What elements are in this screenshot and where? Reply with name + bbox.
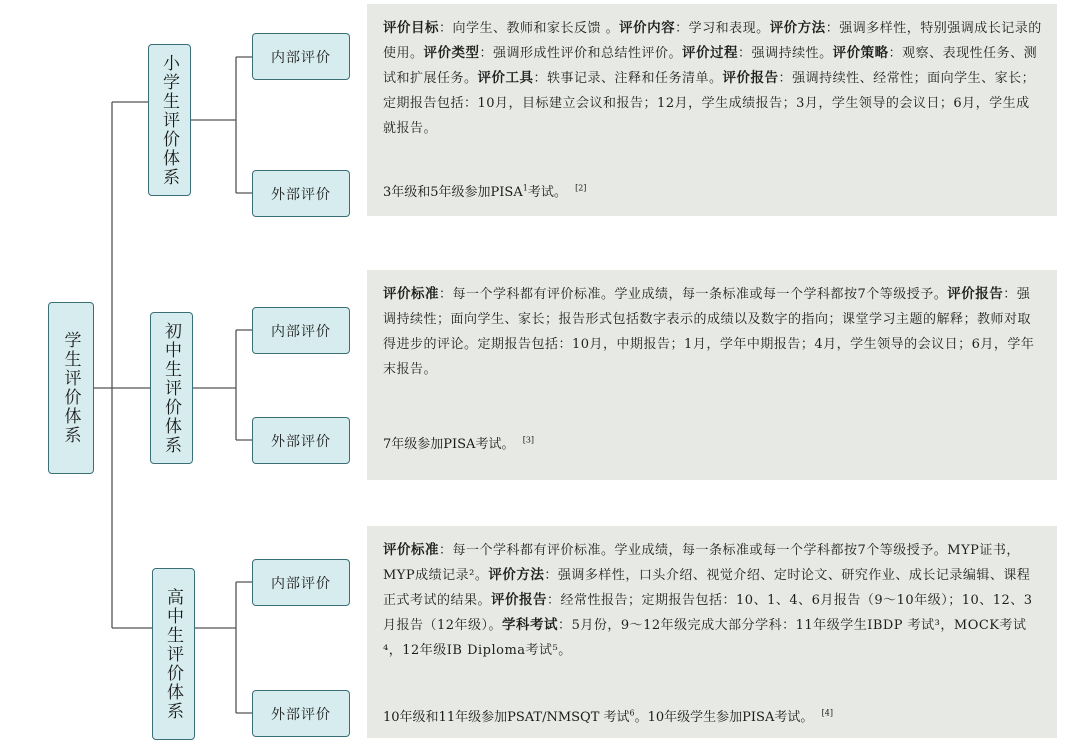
- criterion-separator: ：: [479, 46, 494, 61]
- criterion-separator: ：: [533, 71, 548, 86]
- root-node: [48, 302, 94, 474]
- criterion-text: 经常性报告；定期报告包括：10、1、4、6月报告（9～10年级）；10、12、3月报告（12年级）。: [383, 593, 1033, 633]
- criterion-text: 轶事记录、注释和任务清单。: [547, 71, 723, 86]
- criterion-text: 5月份，9～12年级完成大部分学科：11年级学生IBDP 考试³，MOCK考试⁴，12年级IB Diploma考试⁵。: [383, 618, 1027, 658]
- primary-system-label: 小学生评价体系: [159, 53, 179, 187]
- primary-internal-node: [252, 33, 350, 80]
- criterion-separator: ：: [738, 46, 752, 61]
- criterion-key: 评价报告: [722, 70, 779, 86]
- criterion-separator: ：: [888, 46, 903, 61]
- criterion-text: 观察、表现性任务、测试和扩展任务。: [383, 46, 1038, 86]
- middle-external-ref: [3]: [522, 435, 535, 445]
- criterion-separator: ：: [778, 71, 793, 86]
- criterion-separator: ：: [544, 568, 558, 583]
- criterion-separator: ：: [439, 21, 453, 36]
- criterion-key: 评价标准: [383, 286, 439, 302]
- high-system-label: 高中生评价体系: [163, 587, 183, 721]
- high-external-ref: [4]: [821, 708, 833, 718]
- root-label: 学生评价体系: [60, 331, 81, 445]
- primary-external-main: 3年级和5年级参加PISA: [383, 185, 523, 200]
- high-external-node: [252, 690, 350, 737]
- high-external-main: 10年级和11年级参加PSAT/NMSQT 考试: [383, 710, 630, 725]
- criterion-text: 学习和表现。: [688, 21, 770, 36]
- middle-system-label: 初中生评价体系: [161, 321, 181, 455]
- criterion-text: 强调形成性评价和总结性评价。: [493, 46, 683, 61]
- criterion-key: 评价报告: [491, 592, 548, 608]
- criterion-key: 评价标准: [383, 542, 439, 558]
- criterion-separator: ：: [1003, 287, 1017, 302]
- criterion-text: 强调持续性、经常性；面向学生、家长；定期报告包括：10月，目标建立会议和报告；12月，学生成绩报告；3月，学生领导的会议日；6月，学生成就报告。: [383, 71, 1036, 136]
- middle-external-label: 外部评价: [271, 433, 331, 450]
- high-internal-text: [383, 538, 1043, 663]
- high-external-label: 外部评价: [271, 706, 331, 723]
- criterion-separator: ：: [558, 618, 572, 633]
- primary-external-label: 外部评价: [271, 186, 331, 203]
- criterion-text: 强调持续性。: [751, 46, 833, 61]
- high-external-sup: 6: [629, 708, 635, 718]
- criterion-separator: ：: [825, 21, 840, 36]
- middle-internal-text: [383, 282, 1043, 382]
- criterion-key: 评价内容: [619, 20, 676, 36]
- primary-external-ref: [2]: [575, 183, 587, 193]
- criterion-separator: ：: [439, 287, 453, 302]
- primary-system-node: [148, 44, 191, 196]
- criterion-key: 评价过程: [682, 45, 739, 61]
- criterion-text: 强调多样性，口头介绍、视觉介绍、定时论文、研究作业、成长记录编辑、课程正式考试的结果。: [383, 568, 1031, 608]
- primary-external-text: [383, 181, 586, 200]
- criterion-key: 评价方法: [488, 567, 545, 583]
- high-external-tail: 。10年级学生参加PISA考试。: [634, 710, 814, 725]
- primary-external-sup: 1: [522, 183, 528, 193]
- criterion-key: 评价工具: [477, 70, 534, 86]
- high-system-node: [152, 568, 195, 740]
- criterion-key: 评价策略: [832, 45, 889, 61]
- high-internal-node: [252, 559, 350, 606]
- middle-internal-node: [252, 307, 350, 354]
- primary-external-tail: 考试。: [527, 185, 567, 200]
- primary-internal-text: [383, 16, 1043, 141]
- criterion-separator: ：: [547, 593, 561, 608]
- criterion-separator: ：: [439, 543, 453, 558]
- criterion-key: 评价报告: [947, 286, 1004, 302]
- middle-external-main: 7年级参加PISA考试。: [383, 437, 515, 452]
- criterion-text: 每一个学科都有评价标准。学业成绩，每一条标准或每一个学科都按7个等级授予。MYP证书，MYP成绩记录²。: [383, 543, 1020, 583]
- criterion-separator: ：: [675, 21, 689, 36]
- high-external-text: [383, 706, 833, 725]
- middle-internal-label: 内部评价: [271, 323, 331, 340]
- criterion-text: 强调多样性，特别强调成长记录的使用。: [383, 21, 1042, 61]
- criterion-key: 学科考试: [502, 617, 559, 633]
- primary-internal-label: 内部评价: [271, 49, 331, 66]
- criterion-key: 评价方法: [769, 20, 826, 36]
- middle-external-text: [383, 433, 534, 452]
- criterion-key: 评价目标: [383, 20, 439, 36]
- criterion-key: 评价类型: [423, 45, 480, 61]
- criterion-text: 每一个学科都有评价标准。学业成绩，每一条标准或每一个学科都按7个等级授予。: [452, 287, 948, 302]
- primary-external-node: [252, 170, 350, 217]
- criterion-text: 向学生、教师和家长反馈 。: [452, 21, 620, 36]
- middle-system-node: [150, 312, 193, 464]
- middle-external-node: [252, 417, 350, 464]
- criterion-text: 强调持续性；面向学生、家长；报告形式包括数字表示的成绩以及数字的指向；课堂学习主题的解释；教师对取得进步的评论。定期报告包括：10月，中期报告；1月，学年中期报告；4月，学生领导的会议日；6月，学年末报告。: [383, 287, 1035, 377]
- high-internal-label: 内部评价: [271, 575, 331, 592]
